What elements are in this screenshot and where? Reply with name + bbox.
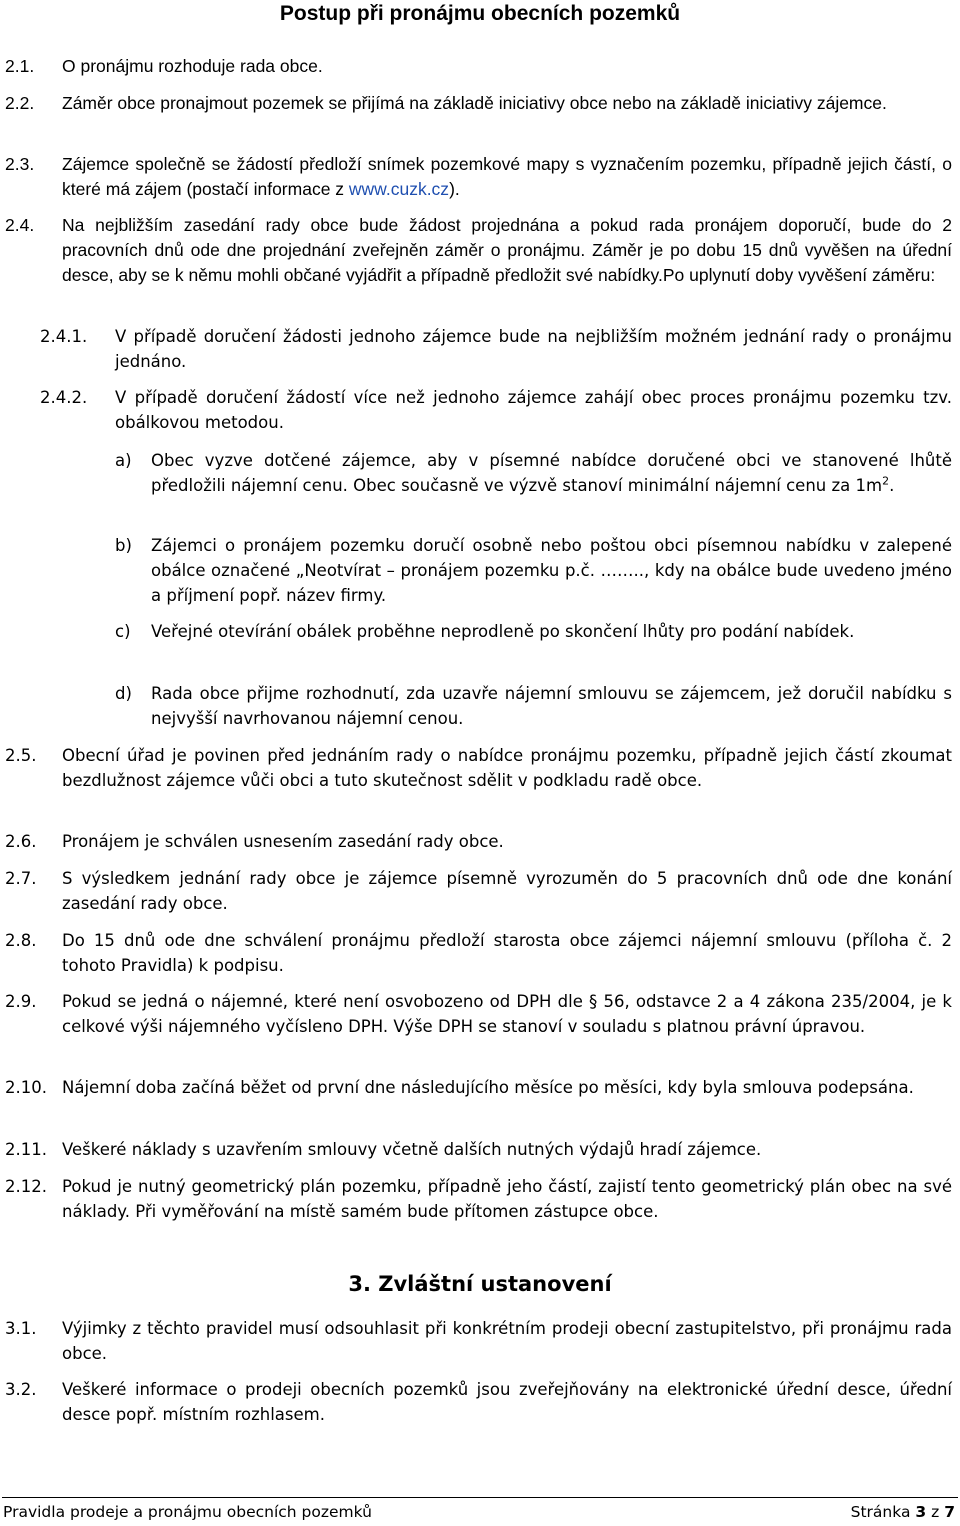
section-number: 2.4.2. xyxy=(40,388,88,407)
item-letter: a) xyxy=(115,451,132,470)
item-text: Zájemci o pronájem pozemku doručí osobně nebo poštou obci písemnou nabídku v zalepené obálce označené „Neotvírat – pronájem pozemku p.č. …….., kdy na obálce bude uvedeno jméno a příjmení popř. název firmy. xyxy=(151,536,952,605)
section-3-heading: 3. Zvláštní ustanovení xyxy=(348,1272,612,1296)
section-text: Pokud je nutný geometrický plán pozemku, případně jeho částí, zajistí tento geometrický plán obec na své náklady. Při vyměřování na místě samém bude přítomen zástupce obce. xyxy=(62,1177,952,1221)
item-letter: c) xyxy=(115,622,131,641)
superscript: 2 xyxy=(882,474,890,488)
section-text: Pronájem je schválen usnesením zasedání rady obce. xyxy=(62,832,504,851)
section-number: 3.1. xyxy=(5,1319,37,1338)
section-text: V případě doručení žádosti jednoho zájemce bude na nejbližším možném jednání rady o pronájmu jednáno. xyxy=(115,327,952,371)
section-number: 2.3. xyxy=(5,154,35,174)
section-text: V případě doručení žádostí více než jednoho zájemce zahájí obec proces pronájmu pozemku tzv. obálkovou metodou. xyxy=(115,388,952,432)
section-number: 2.8. xyxy=(5,931,37,950)
cuzk-link[interactable]: www.cuzk.cz xyxy=(348,179,450,199)
section-number: 2.4.1. xyxy=(40,327,88,346)
section-text-part: ). xyxy=(449,179,460,199)
footer-page-number xyxy=(851,1503,955,1521)
section-number: 2.12. xyxy=(5,1177,47,1196)
item-text xyxy=(151,448,952,498)
section-number: 2.2. xyxy=(5,93,35,113)
section-text: Obecní úřad je povinen před jednáním rady o nabídce pronájmu pozemku, případně jejich částí zkoumat bezdlužnost zájemce vůči obci a tuto skutečnost sdělit v podkladu radě obce. xyxy=(62,746,952,790)
section-number: 2.4. xyxy=(5,215,35,235)
section-text xyxy=(62,213,952,288)
section-text: Veškeré náklady s uzavřením smlouvy včetně dalších nutných výdajů hradí zájemce. xyxy=(62,1140,762,1159)
section-text: Záměr obce pronajmout pozemek se přijímá na základě iniciativy obce nebo na základě iniciativy zájemce. xyxy=(62,93,887,113)
item-text-part: Obec vyzve dotčené zájemce, aby v písemné nabídce doručené obci ve stanovené lhůtě předložili nájemní cenu. Obec současně ve výzvě stanoví minimální nájemní cenu za 1m xyxy=(151,451,952,495)
page-separator: z xyxy=(931,1503,940,1521)
page-label: Stránka xyxy=(850,1503,911,1521)
item-text: Rada obce přijme rozhodnutí, zda uzavře nájemní smlouvu se zájemcem, jež doručil nabídku s nejvyšší navrhovanou nájemní cenou. xyxy=(151,684,952,728)
item-text: Veřejné otevírání obálek proběhne neprodleně po skončení lhůty pro podání nabídek. xyxy=(151,622,855,641)
section-text: O pronájmu rozhoduje rada obce. xyxy=(62,56,323,76)
page-current: 3 xyxy=(915,1503,927,1521)
section-number: 3.2. xyxy=(5,1380,37,1399)
section-number: 2.6. xyxy=(5,832,37,851)
section-number: 2.5. xyxy=(5,746,37,765)
section-text: Veškeré informace o prodeji obecních pozemků jsou zveřejňovány na elektronické úřední desce, úřední desce popř. místním rozhlasem. xyxy=(62,1380,952,1424)
footer-document-title: Pravidla prodeje a pronájmu obecních pozemků xyxy=(3,1503,372,1521)
item-letter: b) xyxy=(115,536,132,555)
section-text-part: Na nejbližším zasedání rady obce bude žádost projednána a pokud rada pronájem doporučí, bude do 2 pracovních dnů ode dne projednání zveřejněn záměr o pronájmu. Záměr je po dobu 15 dnů vyvěšen na úřední desce, aby se k němu mohli občané vyjádřit a případně předložit své nabídky. xyxy=(62,215,952,285)
section-text: Pokud se jedná o nájemné, které není osvobozeno od DPH dle § 56, odstavce 2 a 4 zákona 235/2004, je k celkové výši nájemného vyčísleno DPH. Výše DPH se stanoví v souladu s platnou právní úpravou. xyxy=(62,992,952,1036)
section-number: 2.7. xyxy=(5,869,37,888)
page-title: Postup při pronájmu obecních pozemků xyxy=(279,2,681,25)
section-text-part: Po uplynutí doby vyvěšení záměru: xyxy=(662,265,936,285)
section-number: 2.10. xyxy=(5,1078,47,1097)
section-text: S výsledkem jednání rady obce je zájemce písemně vyrozuměn do 5 pracovních dnů ode dne konání zasedání rady obce. xyxy=(62,869,952,913)
section-text xyxy=(62,152,952,202)
section-text: Nájemní doba začíná běžet od první dne následujícího měsíce po měsíci, kdy byla smlouva podepsána. xyxy=(62,1078,914,1097)
section-number: 2.1. xyxy=(5,56,35,76)
section-number: 2.9. xyxy=(5,992,37,1011)
item-letter: d) xyxy=(115,684,132,703)
page-total: 7 xyxy=(944,1503,955,1521)
footer-divider xyxy=(2,1497,958,1498)
section-text: Výjimky z těchto pravidel musí odsouhlasit při konkrétním prodeji obecní zastupitelstvo, při pronájmu rada obce. xyxy=(62,1319,952,1363)
section-text: Do 15 dnů ode dne schválení pronájmu předloží starosta obce zájemci nájemní smlouvu (příloha č. 2 tohoto Pravidla) k podpisu. xyxy=(62,931,952,975)
section-text-part: Zájemce společně se žádostí předloží snímek pozemkové mapy s vyznačením pozemku, případně jejich částí, o které má zájem (postačí informace z xyxy=(62,154,952,199)
item-text-part: . xyxy=(889,476,895,495)
section-number: 2.11. xyxy=(5,1140,47,1159)
